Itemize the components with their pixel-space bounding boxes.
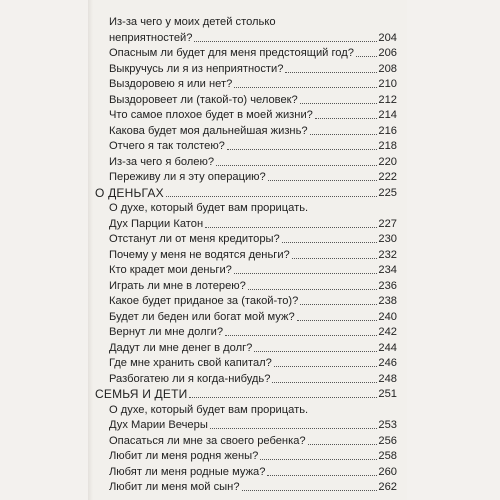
toc-entry bbox=[109, 45, 397, 60]
toc-leader bbox=[356, 56, 377, 57]
toc-entry-text: Где мне хранить свой капитал? bbox=[109, 357, 272, 370]
toc-page-number: 240 bbox=[378, 310, 397, 323]
toc-entry-text: Из-за чего у моих детей столько bbox=[109, 16, 276, 29]
toc-leader bbox=[315, 118, 378, 119]
toc-page-number: 206 bbox=[378, 47, 397, 60]
toc-leader bbox=[267, 475, 377, 476]
toc-entry-text: Какова будет моя дальнейшая жизнь? bbox=[109, 124, 308, 137]
toc-leader bbox=[210, 428, 378, 429]
toc-entry-text: Переживу ли я эту операцию? bbox=[109, 171, 266, 184]
toc-entry-text: Играть ли мне в лотерею? bbox=[109, 279, 246, 292]
toc-entry bbox=[109, 308, 397, 323]
toc-entry bbox=[109, 432, 397, 447]
toc-entry bbox=[109, 246, 397, 261]
toc-leader bbox=[292, 258, 378, 259]
toc-leader bbox=[248, 289, 378, 290]
toc-leader bbox=[300, 103, 378, 104]
toc-entry-text: Кто крадет мои деньги? bbox=[109, 264, 232, 277]
toc-page-number: 258 bbox=[378, 450, 397, 463]
toc-entry bbox=[109, 107, 397, 122]
toc-entry-text: О духе, который будет вам прорицать. bbox=[109, 403, 309, 416]
toc-leader bbox=[225, 335, 377, 336]
section-title: О ДЕНЬГАХ bbox=[95, 185, 164, 200]
toc-leader bbox=[189, 397, 377, 398]
toc-section-heading bbox=[95, 184, 397, 199]
toc-leader bbox=[268, 180, 378, 181]
toc-page-number: 204 bbox=[378, 31, 397, 44]
toc-page-number: 230 bbox=[378, 233, 397, 246]
toc-page-number: 251 bbox=[378, 388, 397, 401]
toc-entry bbox=[109, 463, 397, 478]
toc-entry-text: Опасаться ли мне за своего ребенка? bbox=[109, 434, 306, 447]
toc-page-number: 256 bbox=[378, 434, 397, 447]
toc-leader bbox=[300, 304, 377, 305]
toc-leader bbox=[272, 382, 377, 383]
toc-entry-text: Разбогатею ли я когда-нибудь? bbox=[109, 372, 271, 385]
toc-leader bbox=[310, 134, 378, 135]
toc-page-number: 225 bbox=[378, 186, 397, 199]
toc-leader bbox=[234, 273, 378, 274]
toc-entry bbox=[109, 153, 397, 168]
toc-leader bbox=[308, 444, 378, 445]
toc-entry-text: Дух Парции Катон bbox=[109, 217, 204, 230]
toc-leader bbox=[194, 41, 377, 42]
toc-page-number: 208 bbox=[378, 62, 397, 75]
toc-entry bbox=[109, 231, 397, 246]
toc-entry bbox=[109, 60, 397, 75]
toc-leader bbox=[234, 87, 377, 88]
toc-entry-text: Дух Марии Вечеры bbox=[109, 419, 208, 432]
toc-entry-text: Любит ли меня мой сын? bbox=[109, 480, 240, 493]
toc-entry bbox=[109, 76, 397, 91]
toc-entry bbox=[109, 91, 397, 106]
toc-page-number: 218 bbox=[378, 140, 397, 153]
toc-section-heading bbox=[95, 386, 397, 401]
toc-entry-text: Выздоровеет ли (такой-то) человек? bbox=[109, 93, 298, 106]
toc-entry bbox=[109, 479, 397, 494]
toc-entry-text: Какое будет приданое за (такой-то)? bbox=[109, 295, 299, 308]
toc-page-number: 214 bbox=[378, 109, 397, 122]
toc-page-number: 260 bbox=[378, 465, 397, 478]
toc-leader bbox=[216, 165, 377, 166]
toc-entry-text: Любят ли меня родные мужа? bbox=[109, 465, 266, 478]
toc-leader bbox=[260, 459, 377, 460]
toc-entry-text: Почему у меня не водятся деньги? bbox=[109, 248, 290, 261]
toc-entry-text: Выкручусь ли я из неприятности? bbox=[109, 62, 284, 75]
toc-entry bbox=[109, 324, 397, 339]
toc-leader bbox=[227, 149, 378, 150]
toc-entry-text: Отчего я так толстею? bbox=[109, 140, 225, 153]
toc-entry bbox=[109, 417, 397, 432]
toc-page-number: 216 bbox=[378, 124, 397, 137]
toc-page-number: 232 bbox=[378, 248, 397, 261]
toc-page-number: 262 bbox=[378, 480, 397, 493]
toc-entry-text: Отстанут ли от меня кредиторы? bbox=[109, 233, 280, 246]
toc-page-number: 210 bbox=[378, 78, 397, 91]
toc-page-number: 244 bbox=[378, 341, 397, 354]
toc-entry bbox=[109, 448, 397, 463]
toc-entry bbox=[109, 370, 397, 385]
toc-entry bbox=[109, 122, 397, 137]
toc-leader bbox=[297, 320, 378, 321]
toc-entry bbox=[109, 138, 397, 153]
toc-entry bbox=[109, 339, 397, 354]
toc-page-number: 222 bbox=[378, 171, 397, 184]
toc-entry-text: Дадут ли мне денег в долг? bbox=[109, 341, 253, 354]
toc-entry bbox=[109, 29, 397, 44]
toc-leader bbox=[242, 490, 378, 491]
toc-leader bbox=[166, 196, 378, 197]
toc-page-number: 234 bbox=[378, 264, 397, 277]
toc-leader bbox=[285, 72, 377, 73]
toc-entry-text: Вернут ли мне долги? bbox=[109, 326, 224, 339]
toc-page-number: 220 bbox=[378, 155, 397, 168]
toc-entry-text: Из-за чего я болею? bbox=[109, 155, 215, 168]
toc-entry bbox=[109, 293, 397, 308]
book-page bbox=[93, 0, 407, 500]
toc-page-number: 248 bbox=[378, 372, 397, 385]
toc-entry-text: Любит ли меня родня жены? bbox=[109, 450, 259, 463]
toc-entry bbox=[109, 277, 397, 292]
toc-page-number: 227 bbox=[378, 217, 397, 230]
toc-leader bbox=[254, 351, 377, 352]
section-title: СЕМЬЯ И ДЕТИ bbox=[95, 387, 188, 402]
toc-entry-text: Что самое плохое будет в моей жизни? bbox=[109, 109, 313, 122]
toc-page-number: 212 bbox=[378, 93, 397, 106]
toc-entry-text: неприятностей? bbox=[109, 31, 193, 44]
toc-leader bbox=[282, 242, 378, 243]
toc-leader bbox=[205, 227, 377, 228]
toc-entry-text: Опасным ли будет для меня предстоящий год? bbox=[109, 47, 354, 60]
toc-page-number: 246 bbox=[378, 357, 397, 370]
toc-entry-text: Будет ли беден или богат мой муж? bbox=[109, 310, 295, 323]
toc-page-number: 253 bbox=[378, 419, 397, 432]
toc-entry bbox=[109, 262, 397, 277]
toc-entry-text: О духе, который будет вам прорицать. bbox=[109, 202, 309, 215]
toc-page-number: 242 bbox=[378, 326, 397, 339]
toc-leader bbox=[274, 366, 378, 367]
toc-page-number: 236 bbox=[378, 279, 397, 292]
toc-entry bbox=[109, 169, 397, 184]
toc-entry bbox=[109, 215, 397, 230]
toc-entry bbox=[109, 355, 397, 370]
toc-page-number: 238 bbox=[378, 295, 397, 308]
toc-entry-text: Выздоровею я или нет? bbox=[109, 78, 233, 91]
